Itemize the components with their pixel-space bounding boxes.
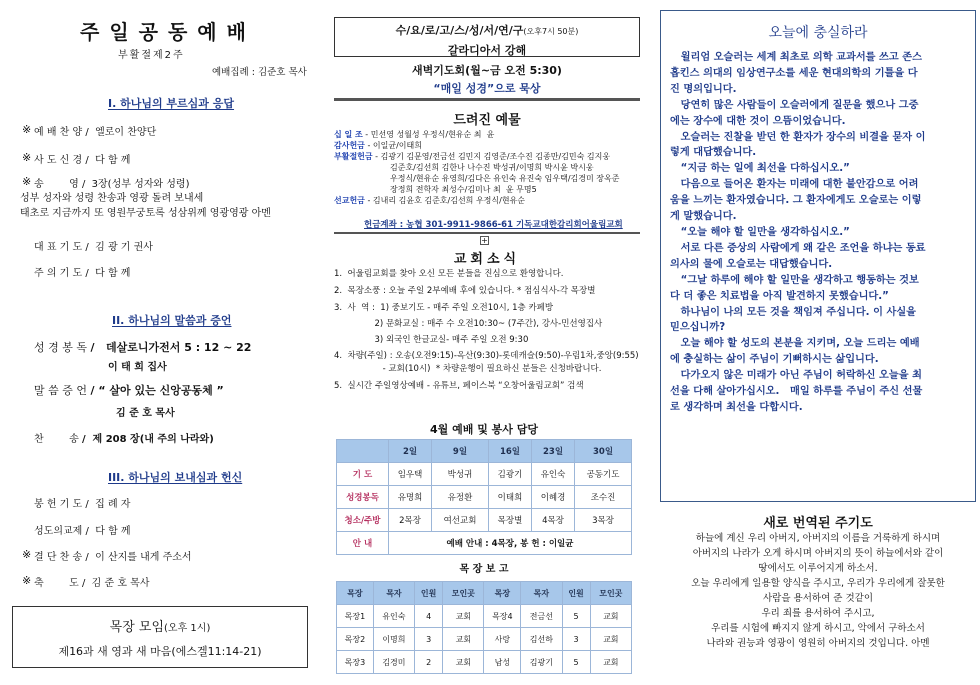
table-row: 기 도 임우택 박성귀 김광기 유인숙 공동기도 [337, 463, 632, 486]
scripture-reader: 이 태 희 집사 [108, 362, 167, 373]
dawn-prayer-title: 새벽기도회(월~금 오전 5:30) [412, 64, 562, 77]
lords-prayer-line: 오늘 우리에게 일용할 양식을 주시고, 우리가 우리에게 잘못한 [691, 578, 945, 589]
duty-table [336, 439, 632, 555]
presider: 예배집례 : 김준호 목사 [212, 67, 307, 78]
worship-subtitle: 부활절제2주 [118, 50, 185, 61]
devotion-line: 서로 다른 증상의 사람에게 왜 같은 조언을 하냐는 동료 [670, 242, 926, 254]
section-heading-2: II. 하나님의 말씀과 증언 [112, 314, 232, 327]
devotion-line: “오늘 해야 할 일만을 생각하십시오.” [670, 226, 850, 238]
offerings-heading: 드려진 예물 [453, 113, 521, 128]
bank-account: 헌금계좌 : 농협 301-9911-9866-61 기독교대한감리회어울림교회 [364, 220, 623, 230]
table-row: 안 내 예배 안내 : 4목장, 봉 헌 : 이일균 [337, 532, 632, 555]
lords-prayer-line: 사람을 용서하여 준 것같이 [762, 593, 873, 604]
devotion-line: 윌리엄 오슬러는 세계 최초로 의학 교과서를 쓰고 존스 [670, 52, 922, 63]
lords-prayer-line: 아버지의 나라가 오게 하시며 아버지의 뜻이 하늘에서와 같이 [692, 548, 944, 559]
sermon-preacher: 김 준 호 목사 [116, 408, 175, 419]
devotion-line: “지금 하는 일에 최선을 다하십시오.” [670, 163, 850, 175]
report-table-title: 목 장 보 고 [459, 564, 509, 575]
order-item: 봉 헌 기 도 / 집 례 자 [34, 499, 131, 510]
devotion-title: 오늘에 충실하라 [768, 25, 868, 41]
stand-mark: ※ [22, 123, 32, 136]
devotion-line: 의사의 물에 오슬로는 대답했습니다. [670, 258, 833, 270]
lords-prayer-line: 우리 죄를 용서하여 주시고, [761, 608, 875, 619]
table-row: 청소/주방 2목장 여선교회 목장별 4목장 3목장 [337, 509, 632, 532]
order-item: 송 영 / 3장(성부 성자와 성령) [34, 179, 190, 190]
devotion-text [670, 50, 970, 416]
lords-prayer-title: 새로 번역된 주기도 [763, 516, 873, 531]
table-header: 30일 [575, 440, 632, 463]
devotion-line: 다가오지 않은 미래가 아닌 주님이 허락하신 오늘을 최 [670, 370, 922, 382]
order-item: 주 의 기 도 / 다 함 께 [34, 268, 131, 279]
table-header [337, 440, 389, 463]
devotion-line: 선을 다해 살아가십시오. 매일 하루를 주님이 주신 선물 [670, 386, 923, 398]
wednesday-study-box [334, 17, 640, 57]
table-row: 목장1 유인숙 4 교회 목장4 전금선 5 교회 [337, 605, 632, 628]
wednesday-study-title: 수/요/로/고/스/성/서/연/구(오후7시 50분) [395, 24, 579, 37]
small-group-box [12, 606, 308, 668]
order-item: 찬 송 / 제 208 장(내 주의 나라와) [34, 434, 214, 445]
order-item: 결 단 찬 송 / 이 산지를 내게 주소서 [34, 552, 192, 563]
report-table: 목장 목자 인원 모인곳 목장 목자 인원 모인곳 목장1 유인숙 4 교회 목장4 전금선 5 교회 목장2 이명희 3 교회 사랑 김선하 3 교회 목장3 김경미 2 교회 남성 김광기 5 교회 [336, 581, 632, 674]
order-item: 성도의교제 / 다 함 께 [34, 526, 131, 537]
order-item: 예 배 찬 양 / 엘로이 찬양단 [34, 127, 157, 138]
small-group-title: 목장 모임(오후 1시) [109, 620, 211, 635]
table-header: 16일 [488, 440, 531, 463]
table-row: 목장3 김경미 2 교회 남성 김광기 5 교회 [337, 651, 632, 674]
table-header: 2일 [389, 440, 432, 463]
devotion-line: 홉킨스 의대의 임상연구소를 세운 현대의학의 기틀을 다 [670, 67, 918, 79]
small-group-lesson: 제16과 새 영과 새 마음(에스겔11:14-21) [58, 645, 262, 658]
devotion-line: 에는 장수에 대한 것이 으뜸이었습니다. [670, 115, 846, 127]
devotion-line: 하나님이 나의 모든 것을 책임져 주십니다. 이 사실을 [670, 306, 916, 318]
section-heading-3: III. 하나님의 보내심과 헌신 [108, 471, 243, 484]
divider [334, 98, 640, 101]
news-heading: 교회소식 [453, 252, 521, 267]
dawn-prayer-topic: “매일 성경”으로 묵상 [433, 82, 541, 95]
order-item: 대 표 기 도 / 김 광 기 권사 [34, 242, 153, 253]
lords-prayer-line: 우리를 시험에 빠지지 않게 하시고, 악에서 구하소서 [711, 623, 925, 634]
lords-prayer-text [660, 531, 976, 651]
devotion-line: “그날 하루에 해야 할 일만을 생각하고 행동하는 것보 [670, 274, 919, 286]
scripture-reading: 성 경 봉 독 / 데살로니가전서 5 : 12 ~ 22 [34, 341, 252, 354]
dawn-prayer [334, 62, 640, 96]
table-row: 목장2 이명희 3 교회 사랑 김선하 3 교회 [337, 628, 632, 651]
doxology-lyrics: 성부 성자와 성령 찬송과 영광 돌려 보내세 태초로 지금까지 또 영원무궁토록 성삼위께 영광영광 아멘 [20, 193, 271, 219]
devotion-line: 오늘 해야 할 성도의 본분을 지키며, 오늘 드리는 예배 [670, 338, 920, 350]
duty-table-title: 4월 예배 및 봉사 담당 [430, 423, 538, 436]
devotion-line: 다음으로 들어온 환자는 미래에 대한 불안감으로 어려 [670, 179, 919, 191]
section-heading-1: I. 하나님의 부르심과 응답 [108, 97, 235, 110]
stand-mark: ※ [22, 548, 32, 561]
lords-prayer-line: 나라와 권능과 영광이 영원히 아버지의 것입니다. 아멘 [706, 638, 930, 649]
offerings-list: 십 일 조 - 민선영 성월성 우정식/현유순 최 윤 감사헌금 - 이일균/이태희 부활절헌금 - 김광기 김문영/전금선 김민지 김영준/조수진 김종만/김민숙 김지웅 김준호/김선희 김한나 나수진 박성귀/이명희 박시윤 박시웅 우정식/현유순 유영희/김다은 유인숙 유진숙 임우택/김경미 장옥준 장정희 전학자 최성수/김미나 최 윤 무명5 선교헌금 - 김내리 김윤호 김준호/김선희 우정식/현유순 [334, 130, 620, 205]
devotion-line: 렇게 대답했습니다. [670, 147, 757, 159]
table-row: 성경봉독 유명희 유정환 이태희 이혜경 조수진 [337, 486, 632, 509]
devotion-line: 게 말했습니다. [670, 211, 737, 223]
devotion-line: 에 충실하는 삶이 주님이 기뻐하시는 삶입니다. [670, 354, 879, 366]
devotion-line: 로 생각하며 최선을 다합시다. [670, 401, 803, 413]
devotion-line: 다 더 좋은 치료법을 아직 발견하지 못했습니다.” [670, 290, 889, 302]
lords-prayer-line: 하늘에 계신 우리 아버지, 아버지의 이름을 거룩하게 하시며 [695, 533, 941, 544]
sermon: 말 씀 증 언 / “ 살아 있는 신앙공동체 ” [34, 384, 224, 397]
plus-icon: + [481, 236, 488, 245]
devotion-line: 당연히 많은 사람들이 오슬러에게 질문을 했으나 그중 [670, 99, 919, 111]
worship-title: 주일공동예배 [80, 20, 256, 44]
devotion-line: 오슬러는 진찰을 받던 한 환자가 장수의 비결을 묻자 이 [670, 131, 926, 143]
devotion-line: 움을 느끼는 환자였습니다. 그 환자에게도 오슬로는 이렇 [670, 195, 922, 207]
devotion-line: 진 명의입니다. [670, 83, 737, 95]
order-item: 축 도 / 김 준 호 목사 [34, 578, 150, 589]
news-list: 1. 어울림교회를 찾아 오신 모든 분들을 진심으로 환영합니다. 2. 목장소풍 : 오늘 주일 2부예배 후에 있습니다. * 점심식사-각 목장별 3. 사 역 : 1) 중보기도 - 매주 주일 오전10시, 1층 카페방 2) 문화교실 : 매주 수 오전10:30~ (7주간), 강사-민선영집사 3) 외국인 한글교실- 매주 주일 오전 9:30 4. 차량(주일) : 오송(오전9:15)-옥산(9:30)-롯데캐슬(9:50)-우림1차,중앙(9:55) - 교회(10시) * 차량운행이 필요하신 분들은 신청바랍니다. 5. 실시간 주일영상예배 - 유튜브, 페이스북 “오창어울림교회” 검색 [334, 269, 639, 391]
lords-prayer-line: 땅에서도 이루어지게 하소서. [758, 563, 878, 574]
table-header: 23일 [532, 440, 575, 463]
stand-mark: ※ [22, 574, 32, 587]
wednesday-study-topic: 갈라디아서 강해 [447, 44, 527, 57]
order-item: 사 도 신 경 / 다 함 께 [34, 155, 131, 166]
stand-mark: ※ [22, 151, 32, 164]
devotion-line: 믿으십니까? [670, 322, 726, 334]
stand-mark: ※ [22, 175, 32, 188]
table-header: 9일 [432, 440, 489, 463]
divider [334, 232, 640, 234]
